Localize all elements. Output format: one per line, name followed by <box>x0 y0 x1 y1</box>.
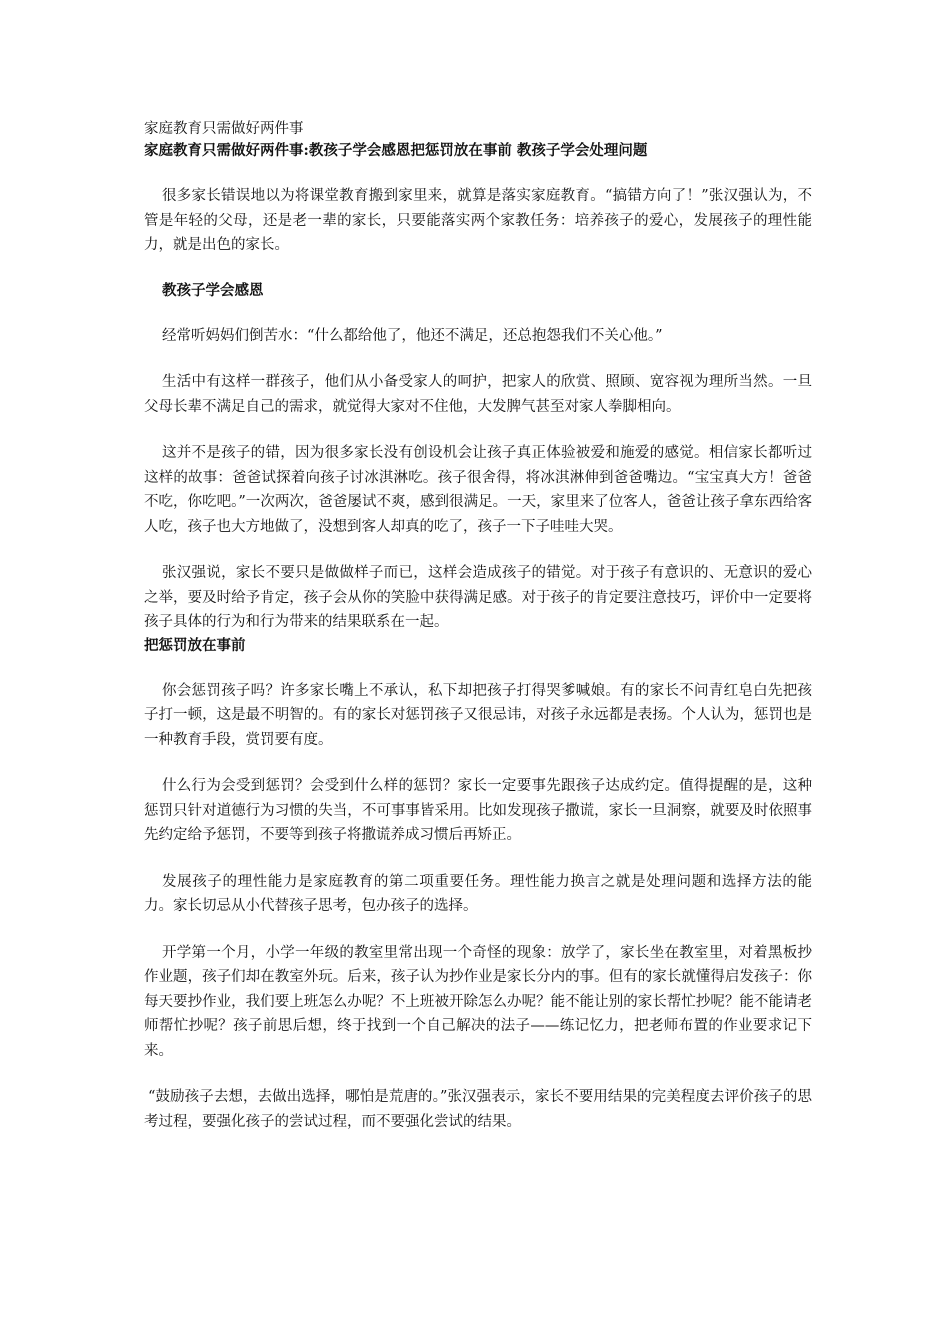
document-subtitle: 家庭教育只需做好两件事:教孩子学会感恩把惩罚放在事前 教孩子学会处理问题 <box>144 142 648 159</box>
paragraph-complaint: 经常听妈妈们倒苦水：“什么都给他了，他还不满足，还总抱怨我们不关心他。” <box>162 327 663 344</box>
document-title: 家庭教育只需做好两件事 <box>144 121 304 137</box>
paragraph-homework-story: 开学第一个月，小学一年级的教室里常出现一个奇怪的现象：放学了，家长坐在教室里，对着黑板抄作业题，孩子们却在教室外玩。后来，孩子认为抄作业是家长分内的事。但有的家长就懂得启发孩子：你每天要抄作业，我们要上班怎么办呢？不上班被开除怎么办呢？能不能让别的家长帮忙抄呢？能不能请老师帮忙抄呢？孩子前思后想，终于找到一个自己解决的法子——练记忆力，把老师布置的作业要求记下来。 <box>144 944 812 1059</box>
paragraph-ice-cream-story: 这并不是孩子的错，因为很多家长没有创设机会让孩子真正体验被爱和施爱的感觉。相信家长都听过这样的故事：爸爸试探着向孩子讨冰淇淋吃。孩子很舍得，将冰淇淋伸到爸爸嘴边。“宝宝真大方！爸爸不吃，你吃吧。”一次两次，爸爸屡试不爽，感到很满足。一天，家里来了位客人，爸爸让孩子拿东西给客人吃，孩子也大方地做了，没想到客人却真的吃了，孩子一下子哇哇大哭。 <box>144 445 812 535</box>
paragraph-punish-question: 你会惩罚孩子吗？许多家长嘴上不承认，私下却把孩子打得哭爹喊娘。有的家长不问青红皂白先把孩子打一顿，这是最不明智的。有的家长对惩罚孩子又很忌讳，对孩子永远都是表扬。个人认为，惩罚也是一种教育手段，赏罚要有度。 <box>144 682 812 748</box>
spacer <box>144 302 812 324</box>
section-heading-gratitude: 教孩子学会感恩 <box>162 281 264 299</box>
paragraph-rational-ability: 发展孩子的理性能力是家庭教育的第二项重要任务。理性能力换言之就是处理问题和选择方法的能力。家长切忌从小代替孩子思考，包办孩子的选择。 <box>144 873 812 914</box>
spacer <box>144 419 812 441</box>
paragraph-spoiled-children: 生活中有这样一群孩子，他们从小备受家人的呵护，把家人的欣赏、照顾、宽容视为理所当然。一旦父母长辈不满足自己的需求，就觉得大家对不住他，大发脾气甚至对家人拳脚相向。 <box>144 374 812 415</box>
spacer <box>144 348 812 370</box>
paragraph-encourage-choice: “鼓励孩子去想，去做出选择，哪怕是荒唐的。”张汉强表示，家长不要用结果的完美程度去评价孩子的思考过程，要强化孩子的尝试过程，而不要强化尝试的结果。 <box>144 1089 812 1130</box>
spacer <box>144 919 812 941</box>
section-heading-punishment: 把惩罚放在事前 <box>144 636 246 654</box>
spacer <box>144 752 812 774</box>
spacer <box>144 657 812 679</box>
spacer <box>144 539 812 561</box>
document-page <box>144 118 812 1134</box>
spacer <box>144 162 812 184</box>
spacer <box>144 848 812 870</box>
paragraph-praise-technique: 张汉强说，家长不要只是做做样子而已，这样会造成孩子的错觉。对于孩子有意识的、无意识的爱心之举，要及时给予肯定，孩子会从你的笑脸中获得满足感。对于孩子的肯定要注意技巧，评价中一定要将孩子具体的行为和行为带来的结果联系在一起。 <box>144 565 812 630</box>
paragraph-intro: 很多家长错误地以为将课堂教育搬到家里来，就算是落实家庭教育。“搞错方向了！”张汉强认为，不管是年轻的父母，还是老一辈的家长，只要能落实两个家教任务：培养孩子的爱心，发展孩子的理性能力，就是出色的家长。 <box>144 188 812 253</box>
paragraph-agreement: 什么行为会受到惩罚？会受到什么样的惩罚？家长一定要事先跟孩子达成约定。值得提醒的是，这种惩罚只针对道德行为习惯的失当，不可事事皆采用。比如发现孩子撒谎，家长一旦洞察，就要及时依照事先约定给予惩罚，不要等到孩子将撒谎养成习惯后再矫正。 <box>144 778 812 843</box>
spacer <box>144 1063 812 1085</box>
spacer <box>144 258 812 280</box>
